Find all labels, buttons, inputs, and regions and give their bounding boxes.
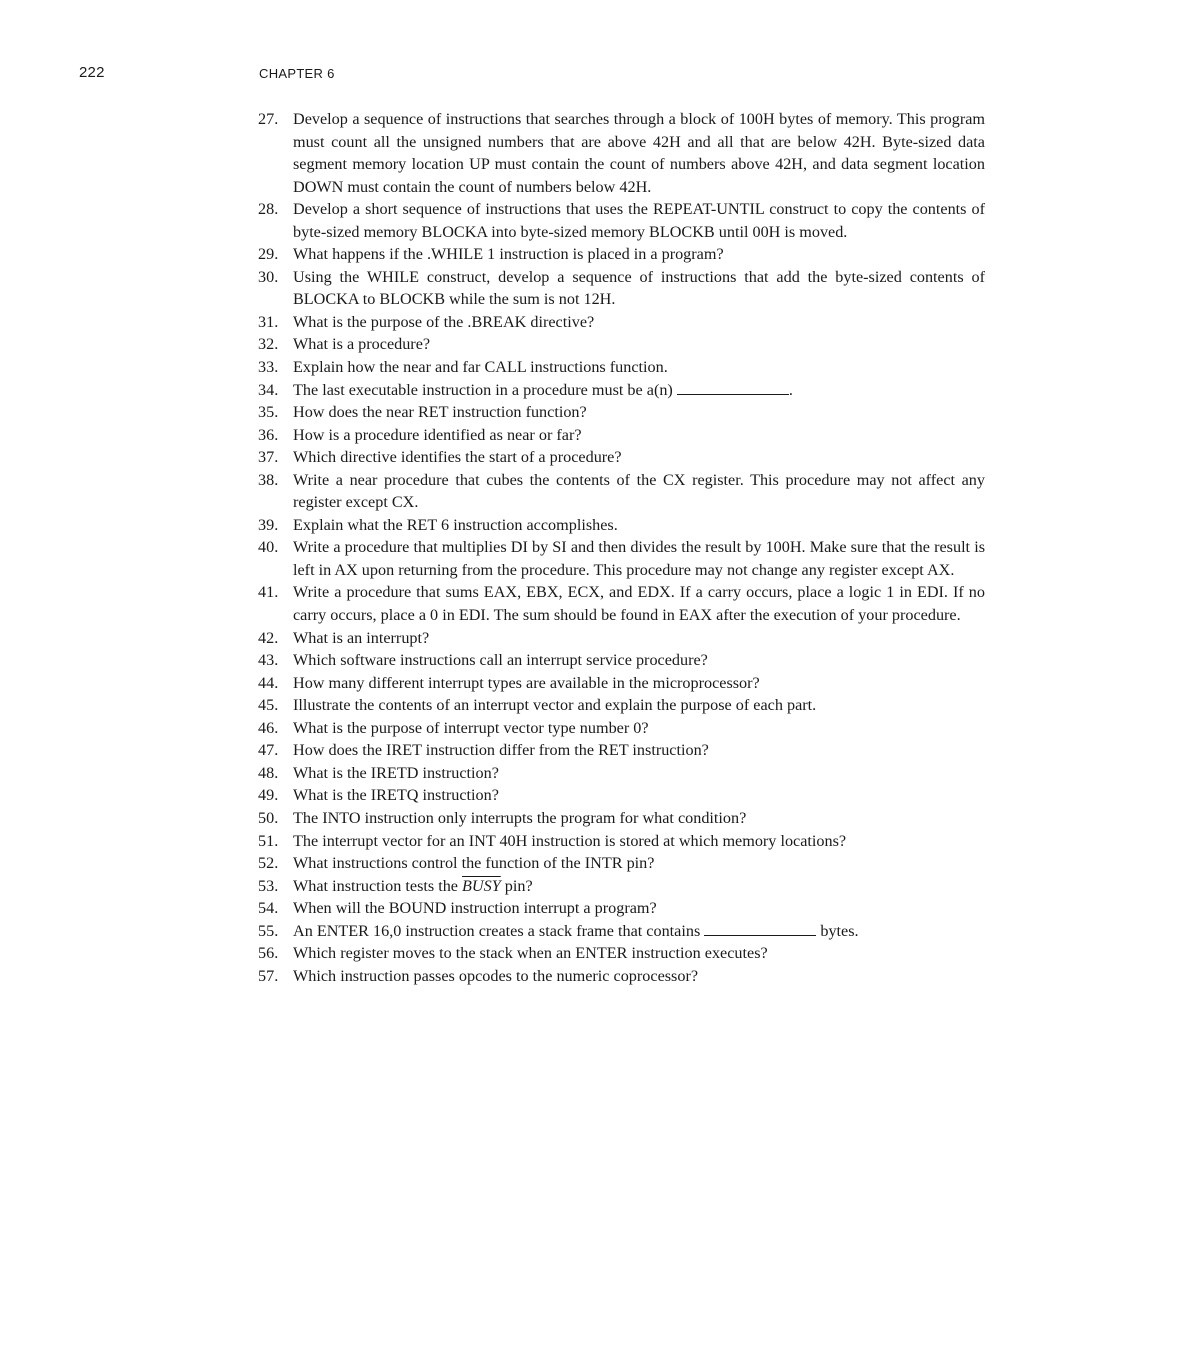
question-text — [293, 469, 985, 514]
question-item — [258, 852, 985, 875]
question-number: 40. — [258, 538, 279, 557]
question-text — [293, 830, 985, 853]
question-number: 34. — [258, 380, 279, 399]
question-text-segment: What is the purpose of the .BREAK directive? — [293, 312, 595, 331]
question-text — [293, 108, 985, 198]
question-text — [293, 424, 985, 447]
question-number: 46. — [258, 718, 279, 737]
question-text — [293, 627, 985, 650]
question-number: 27. — [258, 110, 279, 128]
question-item — [258, 784, 985, 807]
question-item — [258, 672, 985, 695]
question-number: 33. — [258, 358, 279, 377]
question-item — [258, 942, 985, 965]
question-item — [258, 717, 985, 740]
question-text — [293, 920, 985, 943]
question-text-segment: Which register moves to the stack when an ENTER instruction executes? — [293, 944, 768, 963]
question-number: 29. — [258, 245, 279, 264]
question-item — [258, 830, 985, 853]
question-item — [258, 469, 985, 514]
question-text-segment: How does the IRET instruction differ from the RET instruction? — [293, 741, 709, 760]
question-text-segment: Develop a sequence of instructions that searches through a block of 100H bytes of memory. This program must count all the unsigned numbers that are above 42H and all that are below 42H. Byte-sized data segment memory location UP must contain the count of numbers above 42H, and data segment location DOWN must contain the count of numbers below 42H. — [293, 110, 985, 196]
question-item — [258, 243, 985, 266]
question-number: 42. — [258, 628, 279, 647]
question-item — [258, 649, 985, 672]
question-number: 56. — [258, 944, 279, 963]
question-text-segment: Which directive identifies the start of a procedure? — [293, 448, 622, 467]
question-item — [258, 897, 985, 920]
question-text-segment: The interrupt vector for an INT 40H instruction is stored at which memory locations? — [293, 831, 847, 850]
question-number: 52. — [258, 854, 279, 873]
question-number: 55. — [258, 921, 279, 940]
question-text-segment: How does the near RET instruction function? — [293, 403, 587, 422]
question-number: 54. — [258, 899, 279, 918]
question-number: 38. — [258, 470, 279, 489]
question-text-segment: What is the purpose of interrupt vector type number 0? — [293, 718, 649, 737]
question-number: 50. — [258, 808, 279, 827]
question-text-segment: Which software instructions call an interrupt service procedure? — [293, 651, 708, 670]
question-text-segment: Which instruction passes opcodes to the numeric coprocessor? — [293, 966, 699, 985]
question-text — [293, 446, 985, 469]
question-number: 37. — [258, 448, 279, 467]
question-number: 53. — [258, 876, 279, 895]
question-text-segment: What is a procedure? — [293, 335, 431, 354]
question-text-segment: How is a procedure identified as near or far? — [293, 425, 582, 444]
question-text-segment: pin? — [500, 876, 533, 895]
question-number: 57. — [258, 966, 279, 985]
question-text-segment: When will the BOUND instruction interrupt a program? — [293, 899, 657, 918]
question-text-segment: What instructions control the function of the INTR pin? — [293, 854, 655, 873]
question-text — [293, 649, 985, 672]
question-text-segment: What happens if the .WHILE 1 instruction is placed in a program? — [293, 245, 724, 264]
question-text — [293, 536, 985, 581]
page-number: 222 — [79, 64, 105, 81]
question-text-segment: Write a procedure that multiplies DI by SI and then divides the result by 100H. Make sure that the result is left in AX upon returning from the procedure. This procedure may not change any register except AX. — [293, 538, 985, 579]
question-item — [258, 807, 985, 830]
question-text — [293, 739, 985, 762]
question-text-segment: . — [788, 380, 793, 399]
question-item — [258, 965, 985, 988]
question-text — [293, 762, 985, 785]
question-item — [258, 627, 985, 650]
question-number: 47. — [258, 741, 279, 760]
question-text-segment: What is an interrupt? — [293, 628, 430, 647]
question-item — [258, 311, 985, 334]
question-number: 35. — [258, 403, 279, 422]
question-text — [293, 694, 985, 717]
question-item — [258, 762, 985, 785]
question-text-segment: The last executable instruction in a procedure must be a(n) — [293, 380, 677, 399]
answer-blank — [677, 380, 789, 395]
question-item — [258, 401, 985, 424]
active-low-signal-name: BUSY — [462, 876, 501, 895]
question-text-segment: Write a procedure that sums EAX, EBX, ECX, and EDX. If a carry occurs, place a logic 1 in EDI. If no carry occurs, place a 0 in EDI. The sum should be found in EAX after the execution of your procedure. — [293, 583, 985, 625]
question-text-segment: bytes. — [816, 921, 859, 940]
question-number: 39. — [258, 515, 279, 534]
question-text — [293, 581, 985, 626]
question-text — [293, 311, 985, 334]
question-item — [258, 379, 985, 402]
question-item — [258, 333, 985, 356]
question-number: 44. — [258, 673, 279, 692]
question-number: 31. — [258, 312, 279, 331]
question-text — [293, 717, 985, 740]
question-number: 43. — [258, 651, 279, 670]
question-text — [293, 198, 985, 243]
question-text — [293, 965, 985, 988]
question-text-segment: The INTO instruction only interrupts the program for what condition? — [293, 808, 747, 827]
question-text — [293, 401, 985, 424]
question-list — [258, 108, 985, 987]
question-item — [258, 875, 985, 898]
question-text-segment: What is the IRETD instruction? — [293, 763, 499, 782]
question-number: 28. — [258, 200, 279, 219]
question-text — [293, 672, 985, 695]
question-number: 48. — [258, 763, 279, 782]
question-number: 36. — [258, 425, 279, 444]
question-text-segment: An ENTER 16,0 instruction creates a stack frame that contains — [293, 921, 705, 940]
question-number: 30. — [258, 267, 279, 286]
question-item — [258, 694, 985, 717]
question-item — [258, 739, 985, 762]
question-item — [258, 514, 985, 537]
question-text — [293, 243, 985, 266]
chapter-heading: CHAPTER 6 — [259, 66, 335, 81]
question-text — [293, 807, 985, 830]
question-item — [258, 920, 985, 943]
question-text-segment: How many different interrupt types are available in the microprocessor? — [293, 673, 760, 692]
question-text — [293, 356, 985, 379]
question-text — [293, 852, 985, 875]
question-text — [293, 897, 985, 920]
question-number: 45. — [258, 696, 279, 715]
question-text-segment: What is the IRETQ instruction? — [293, 786, 499, 805]
question-text — [293, 333, 985, 356]
question-item — [258, 581, 985, 626]
question-item — [258, 424, 985, 447]
question-text — [293, 942, 985, 965]
question-item — [258, 446, 985, 469]
question-text — [293, 379, 985, 402]
question-text-segment: What instruction tests the — [293, 876, 463, 895]
question-text-segment: Write a near procedure that cubes the contents of the CX register. This procedure may not affect any register except CX. — [293, 470, 985, 512]
answer-blank — [704, 921, 816, 936]
question-text — [293, 875, 985, 898]
question-text — [293, 784, 985, 807]
question-text-segment: Using the WHILE construct, develop a sequence of instructions that add the byte-sized contents of BLOCKA to BLOCKB while the sum is not 12H. — [293, 267, 985, 309]
question-number: 32. — [258, 335, 279, 354]
question-item — [258, 356, 985, 379]
question-number: 49. — [258, 786, 279, 805]
question-text-segment: Explain what the RET 6 instruction accomplishes. — [293, 515, 618, 534]
question-text-segment: Develop a short sequence of instructions that uses the REPEAT-UNTIL construct to copy the contents of byte-sized memory BLOCKA into byte-sized memory BLOCKB until 00H is moved. — [293, 200, 985, 241]
question-item — [258, 198, 985, 243]
question-number: 41. — [258, 583, 279, 602]
question-item — [258, 108, 985, 198]
question-item — [258, 266, 985, 311]
question-text — [293, 266, 985, 311]
question-text-segment: Illustrate the contents of an interrupt vector and explain the purpose of each part. — [293, 696, 817, 715]
question-text — [293, 514, 985, 537]
question-item — [258, 536, 985, 581]
question-number: 51. — [258, 831, 279, 850]
question-text-segment: Explain how the near and far CALL instructions function. — [293, 358, 668, 377]
